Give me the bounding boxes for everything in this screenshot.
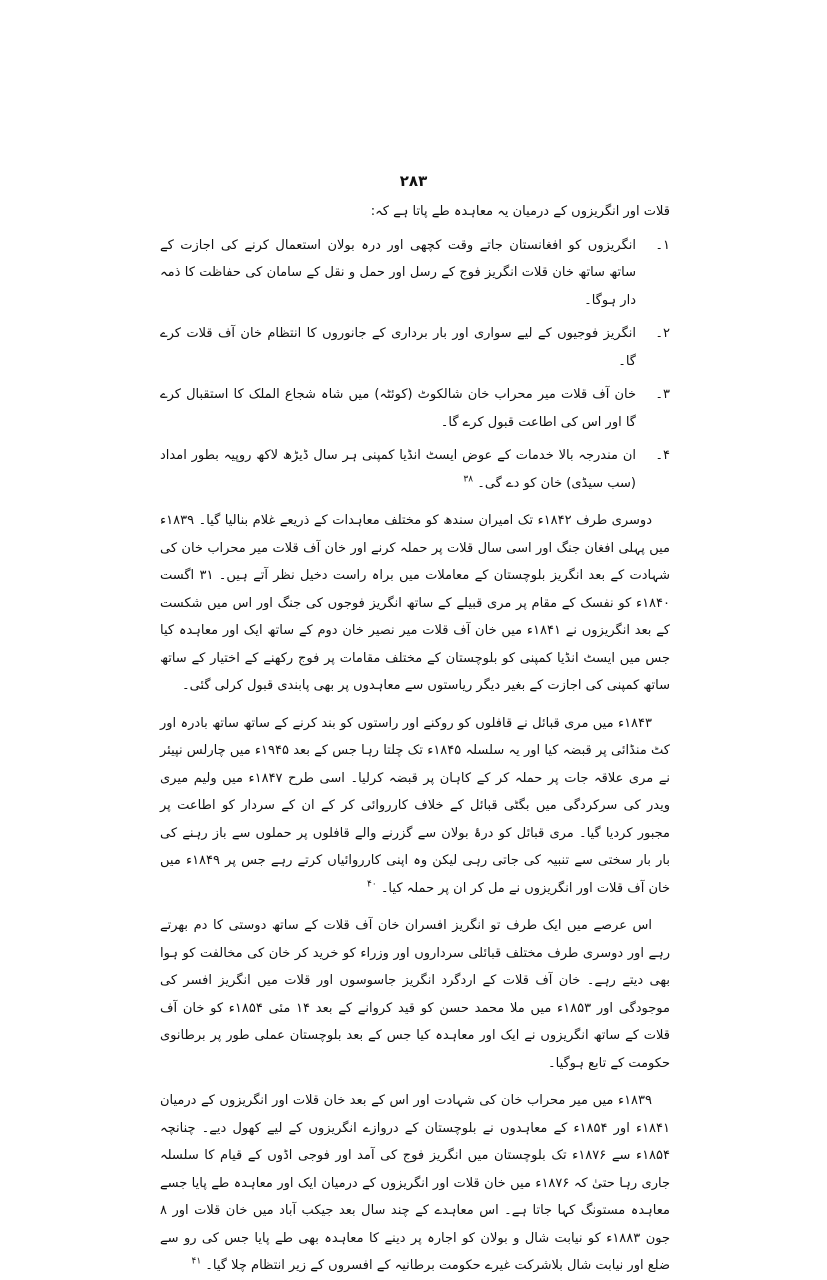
paragraph-text: اس عرصے میں ایک طرف تو انگریز افسران خان آف قلات کے ساتھ دوستی کا دم بھرتے رہے اور دوسری طرف مختلف قبائلی سرداروں اور وزراء کو خرید کر خان کی مخالفت کو ہوا بھی دیتے رہے۔ خان آف قلات کے اردگرد انگریز جاسوسوں اور قلات میں انگریز افسر کی موجودگی اور ۱۸۵۳ء میں ملا محمد حسن کو قید کروانے کے بعد ۱۴ مئی ۱۸۵۴ء کو خان آف قلات کے ساتھ انگریزوں نے ایک اور معاہدہ کیا جس کے بعد بلوچستان عملی طور پر برطانوی حکومت کے تابع ہوگیا۔ <box>160 918 670 1071</box>
list-item <box>160 320 670 375</box>
list-item <box>160 381 670 436</box>
paragraph <box>160 1087 670 1280</box>
list-item-number: ۳۔ <box>655 387 670 402</box>
paragraph <box>160 710 670 903</box>
list-item <box>160 232 670 315</box>
list-item <box>160 442 670 497</box>
list-item-number: ۴۔ <box>655 448 670 463</box>
list-item-body: انگریز فوجیوں کے لیے سواری اور بار برداری کے جانوروں کا انتظام خان آف قلات کرے گا۔ <box>160 326 636 369</box>
footnote-ref: ۴۰ <box>367 879 377 890</box>
list-item-text <box>160 442 636 497</box>
paragraph <box>160 507 670 700</box>
list-item-text <box>160 232 636 315</box>
page-number: ۲۸۳ <box>399 172 428 190</box>
list-item-text <box>160 320 636 375</box>
list-item-number: ۱۔ <box>655 237 670 253</box>
footnote-ref: ۴۱ <box>191 1256 202 1267</box>
list-item-number: ۲۔ <box>655 326 670 341</box>
paragraph <box>160 912 670 1077</box>
paragraph-text: ۱۸۴۳ء میں مری قبائل نے قافلوں کو روکنے اور راستوں کو بند کرنے کے ساتھ ساتھ بادرہ اور کٹ منڈائی پر قبضہ کیا اور یہ سلسلہ ۱۸۴۵ء تک چلتا رہا جس کے بعد ۱۹۴۵ء میں چارلس نپیئر نے مری علاقہ جات پر حملہ کر کے کاہان پر قبضہ کرلیا۔ اسی طرح ۱۸۴۷ء میں ولیم میری ویدر کی سرکردگی میں بگٹی قبائل کے خلاف کارروائی کر کے ان کے سردار کو اطاعت پر مجبور کردیا گیا۔ مری قبائل کو درۂ بولان سے گزرنے والے قافلوں پر حملوں سے باز رہنے کی بار بار سختی سے تنبیہ کی جاتی رہی لیکن وہ اپنی کارروائیاں کرتے رہے جس پر ۱۸۴۹ء میں خان آف قلات اور انگریزوں نے مل کر ان پر حملہ کیا۔ <box>160 715 671 896</box>
page-body <box>160 198 670 1280</box>
list-item-body: انگریزوں کو افغانستان جاتے وقت کچھی اور درہ بولان استعمال کرنے کی اجازت کے ساتھ ساتھ خان قلات انگریز فوج کے رسل اور حمل و نقل کے سامان کی حفاظت کا ذمہ دار ہوگا۔ <box>160 237 636 308</box>
intro-line: قلات اور انگریزوں کے درمیان یہ معاہدہ طے پاتا ہے کہ: <box>370 204 670 219</box>
list-item-body: ان مندرجہ بالا خدمات کے عوض ایسٹ انڈیا کمپنی ہر سال ڈیڑھ لاکھ روپیہ بطور امداد (سب سیڈی) خان کو دے گی۔ <box>160 448 636 491</box>
paragraph-text: ۱۸۳۹ء میں میر محراب خان کی شہادت اور اس کے بعد خان قلات اور انگریزوں کے درمیان ۱۸۴۱ء اور ۱۸۵۴ء کے معاہدوں نے بلوچستان کے دروازے انگریزوں کے لیے کھول دیے۔ چنانچہ ۱۸۵۴ء سے ۱۸۷۶ء تک بلوچستان میں انگریز فوج کی آمد اور فوجی اڈوں کے قیام کا سلسلہ جاری رہا حتیٰ کہ ۱۸۷۶ء میں خان قلات اور انگریزوں کے درمیان ایک اور معاہدہ طے پایا جسے معاہدہ مستونگ کہا جاتا ہے۔ اس معاہدے کے چند سال بعد جیکب آباد میں خان قلات اور ۸ جون ۱۸۸۳ء کو نیابت شال و بولان کو اجارہ پر دینے کا معاہدہ بھی طے پایا جس کی رو سے ضلع اور نیابت شال بلاشرکت غیرے حکومت برطانیہ کے افسروں کے زیر انتظام چلا گیا۔ <box>160 1093 670 1273</box>
footnote-ref: ۳۸ <box>463 474 474 485</box>
list-item-text <box>160 381 636 436</box>
paragraph-text: دوسری طرف ۱۸۴۲ء تک امیران سندھ کو مختلف معاہدات کے ذریعے غلام بنالیا گیا۔ ۱۸۳۹ء میں پہلی افغان جنگ اور اسی سال قلات پر حملہ کرنے اور خان آف قلات میر محراب خان کی شہادت کے بعد انگریز بلوچستان کے معاملات میں براہ راست دخیل نظر آتے ہیں۔ ۳۱ اگست ۱۸۴۰ء کو نفسک کے مقام پر مری قبیلے کے ساتھ انگریز فوجوں کی جنگ اور اس میں شکست کے بعد انگریزوں نے ۱۸۴۱ء میں خان آف قلات میر نصیر خان دوم کے ساتھ ایک اور معاہدہ کیا جس میں ایسٹ انڈیا کمپنی کو بلوچستان کے مختلف مقامات پر فوج رکھنے کے اختیار کے ساتھ ساتھ کمپنی کی اجازت کے بغیر دیگر ریاستوں سے معاہدوں پر بھی پابندی قبول کرلی گئی۔ <box>160 513 670 693</box>
list-item-body: خان آف قلات میر محراب خان شالکوٹ (کوئٹہ) میں شاہ شجاع الملک کا استقبال کرے گا اور اس کی اطاعت قبول کرے گا۔ <box>160 387 636 430</box>
